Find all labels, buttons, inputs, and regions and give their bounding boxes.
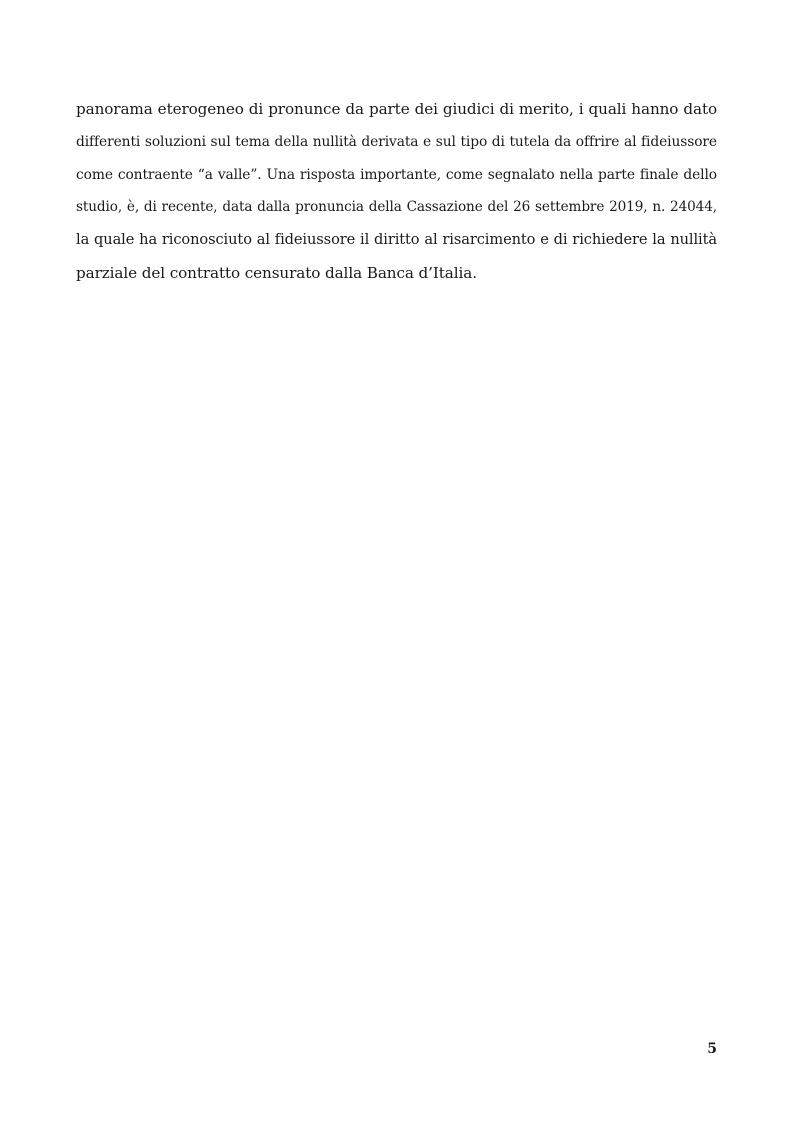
paragraph-line: panorama eterogeneo di pronunce da parte dei giudici di merito, i quali hanno dato — [76, 100, 717, 118]
paragraph-line: come contraente “a valle”. Una risposta importante, come segnalato nella parte finale dello — [76, 166, 717, 183]
paragraph-line: la quale ha riconosciuto al fideiussore il diritto al risarcimento e di richiedere la nullità — [76, 231, 717, 249]
body-paragraph — [76, 93, 717, 290]
paragraph-line: studio, è, di recente, data dalla pronuncia della Cassazione del 26 settembre 2019, n. 24044, — [76, 199, 717, 216]
page-number: 5 — [707, 1041, 717, 1057]
paragraph-line: differenti soluzioni sul tema della nullità derivata e sul tipo di tutela da offrire al fideiussore — [76, 133, 717, 150]
paragraph-line: parziale del contratto censurato dalla Banca d’Italia. — [76, 263, 477, 282]
